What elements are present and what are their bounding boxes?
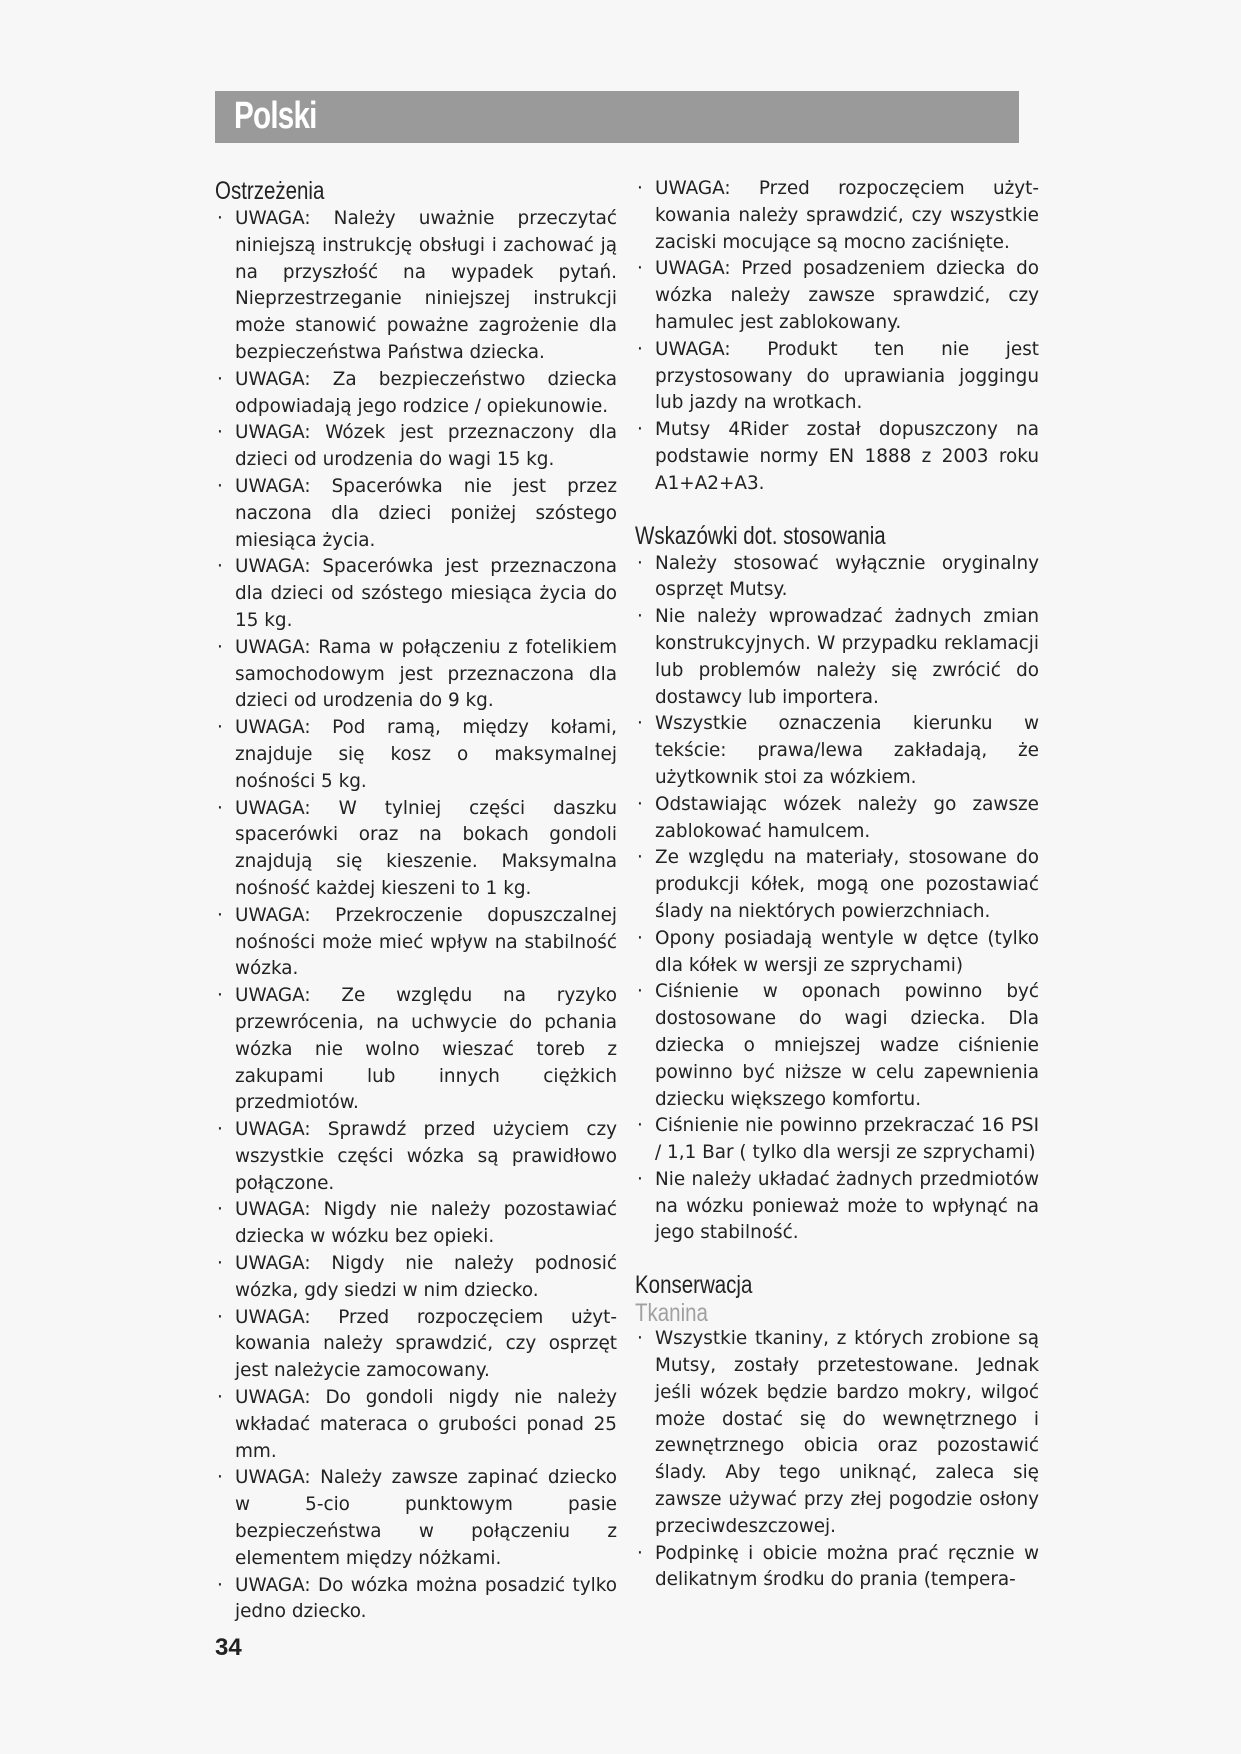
page-number: 34 — [215, 1634, 242, 1661]
usage-list — [635, 551, 1039, 1248]
list-item: · UWAGA: Spacerówka jest przeznaczona dla dzieci od szóstego miesiąca życia do 15 kg. — [215, 554, 617, 634]
list-item: · UWAGA: Za bezpieczeństwo dziecka odpowiadają jego rodzice / opiekunowie. — [215, 367, 617, 421]
list-item: · Odstawiając wózek należy go zawsze zablokować hamulcem. — [635, 792, 1039, 846]
list-item: · UWAGA: Pod ramą, między kołami, znajduje się kosz o maksymalnej nośności 5 kg. — [215, 715, 617, 795]
list-item: · UWAGA: Rama w połączeniu z fotelikiem samochodowym jest przeznaczona dla dzieci od urodzenia do 9 kg. — [215, 635, 617, 715]
care-list — [635, 1326, 1039, 1594]
list-item: · UWAGA: Do wózka można posadzić tylko jedno dziecko. — [215, 1573, 617, 1627]
list-item: · UWAGA: Spacerówka nie jest przez naczona dla dzieci poniżej szóstego miesiąca życia. — [215, 474, 617, 554]
list-item: · UWAGA: Wózek jest przeznaczony dla dzieci od urodzenia do wagi 15 kg. — [215, 420, 617, 474]
list-item: · Ciśnienie nie powinno przekraczać 16 PSI / 1,1 Bar ( tylko dla wersji ze szprychami) — [635, 1113, 1039, 1167]
list-item: · Ciśnienie w oponach powinno być dostosowane do wagi dziecka. Dla dziecka o mniejszej wadze ciśnienie powinno być niższe w celu zapewnienia dziecku większego komfortu. — [635, 979, 1039, 1113]
list-item: · UWAGA: Nigdy nie należy podnosić wózka, gdy siedzi w nim dziecko. — [215, 1251, 617, 1305]
care-heading: Konserwacja — [635, 1271, 753, 1300]
list-item: · UWAGA: Należy zawsze zapinać dziecko w 5-cio punktowym pasie bezpieczeństwa w połączeniu z elementem między nóżkami. — [215, 1465, 617, 1572]
list-item: · UWAGA: Przed rozpoczęciem użyt-kowania należy sprawdzić, czy wszystkie zaciski mocujące są mocno zaciśnięte. — [635, 176, 1039, 256]
left-column — [215, 176, 617, 1626]
warnings-heading: Ostrzeżenia — [215, 177, 325, 205]
list-item: · Mutsy 4Rider został dopuszczony na podstawie normy EN 1888 z 2003 roku A1+A2+A3. — [635, 417, 1039, 497]
list-item: · Nie należy wprowadzać żadnych zmian konstrukcyjnych. W przypadku reklamacji lub problemów należy się zwrócić do dostawcy lub importera. — [635, 604, 1039, 711]
list-item: · UWAGA: Przed posadzeniem dziecka do wózka należy zawsze sprawdzić, czy hamulec jest zablokowany. — [635, 256, 1039, 336]
care-subheading: Tkanina — [635, 1299, 708, 1328]
list-item: · Opony posiadają wentyle w dętce (tylko dla kółek w wersji ze szprychami) — [635, 926, 1039, 980]
list-item: · UWAGA: Do gondoli nigdy nie należy wkładać materaca o grubości ponad 25 mm. — [215, 1385, 617, 1465]
usage-heading: Wskazówki dot. stosowania — [635, 521, 886, 550]
list-item: · Należy stosować wyłącznie oryginalny osprzęt Mutsy. — [635, 551, 1039, 605]
list-item: · UWAGA: Nigdy nie należy pozostawiać dziecka w wózku bez opieki. — [215, 1197, 617, 1251]
warnings-list — [215, 206, 617, 1626]
list-item: · Ze względu na materiały, stosowane do produkcji kółek, mogą one pozostawiać ślady na niektórych powierzchniach. — [635, 845, 1039, 925]
list-item: · UWAGA: Przed rozpoczęciem użyt-kowania należy sprawdzić, czy osprzęt jest należycie zamocowany. — [215, 1305, 617, 1385]
list-item: · Podpinkę i obicie można prać ręcznie w delikatnym środku do prania (tempera- — [635, 1541, 1039, 1595]
list-item: · Wszystkie tkaniny, z których zrobione są Mutsy, zostały przetestowane. Jednak jeśli wózek będzie bardzo mokry, wilgoć może dostać się do wewnętrznego i zewnętrznego obicia oraz pozostawić ślady. Aby tego uniknąć, zaleca się zawsze używać przy złej pogodzie osłony przeciwdeszczowej. — [635, 1326, 1039, 1540]
list-item: · UWAGA: W tylniej części daszku spacerówki oraz na bokach gondoli znajdują się kieszenie. Maksymalna nośność każdej kieszeni to 1 kg. — [215, 796, 617, 903]
language-title: Polski — [234, 95, 317, 137]
list-item: · UWAGA: Należy uważnie przeczytać niniejszą instrukcję obsługi i zachować ją na przyszłość na wypadek pytań. Nieprzestrzeganie niniejszej instrukcji może stanowić poważne zagrożenie dla bezpieczeństwa Państwa dziecka. — [215, 206, 617, 367]
list-item: · UWAGA: Ze względu na ryzyko przewrócenia, na uchwycie do pchania wózka nie wolno wieszać toreb z zakupami lub innych ciężkich przedmiotów. — [215, 983, 617, 1117]
list-item: · Wszystkie oznaczenia kierunku w tekście: prawa/lewa zakładają, że użytkownik stoi za wózkiem. — [635, 711, 1039, 791]
warnings-continued-list — [635, 176, 1039, 498]
list-item: · UWAGA: Produkt ten nie jest przystosowany do uprawiania joggingu lub jazdy na wrotkach. — [635, 337, 1039, 417]
language-header-bar — [215, 91, 1019, 143]
list-item: · UWAGA: Sprawdź przed użyciem czy wszystkie części wózka są prawidłowo połączone. — [215, 1117, 617, 1197]
list-item: · UWAGA: Przekroczenie dopuszczalnej nośności może mieć wpływ na stabilność wózka. — [215, 903, 617, 983]
right-column — [635, 176, 1039, 1594]
list-item: · Nie należy układać żadnych przedmiotów na wózku ponieważ może to wpłynąć na jego stabilność. — [635, 1167, 1039, 1247]
